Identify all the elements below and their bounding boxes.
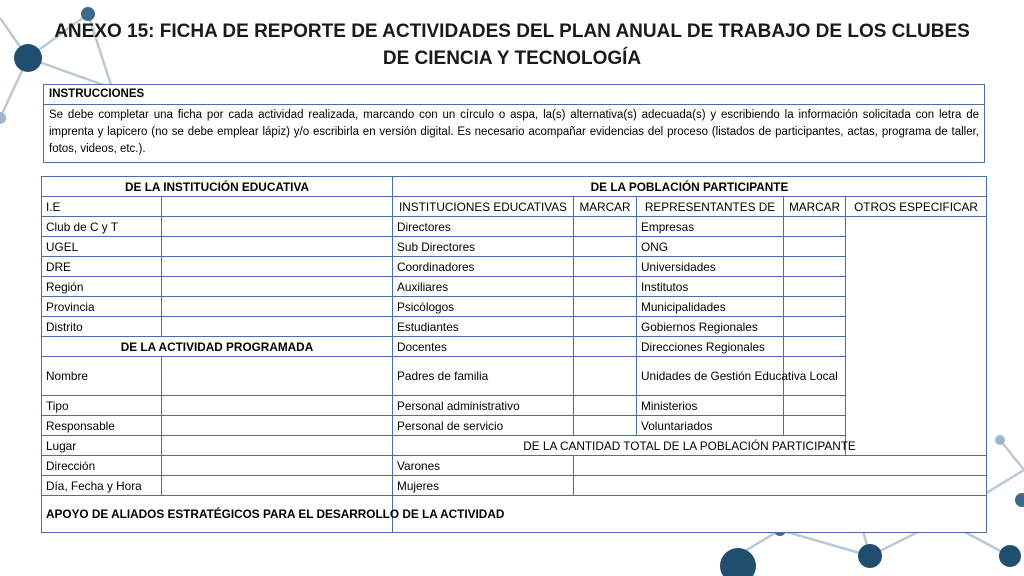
total-input-men[interactable] (574, 456, 987, 476)
col-header-representatives: REPRESENTANTES DE (637, 197, 784, 217)
mark-cell[interactable] (574, 277, 637, 297)
field-label-district: Distrito (42, 317, 162, 337)
network-node (720, 548, 756, 576)
mark-cell[interactable] (784, 277, 846, 297)
mark-cell[interactable] (784, 416, 846, 436)
section-institution-header: DE LA INSTITUCIÓN EDUCATIVA (42, 177, 393, 197)
option-label: Padres de familia (393, 357, 574, 396)
option-label: ONG (637, 237, 784, 257)
field-label-province: Provincia (42, 297, 162, 317)
field-label-ie: I.E (42, 197, 162, 217)
option-label: Psicólogos (393, 297, 574, 317)
mark-cell[interactable] (784, 217, 846, 237)
section-allies-header: APOYO DE ALIADOS ESTRATÉGICOS PARA EL DESARROLLO DE LA ACTIVIDAD (42, 496, 393, 533)
total-label-women: Mujeres (393, 476, 574, 496)
instructions-box (43, 84, 985, 163)
option-label: Sub Directores (393, 237, 574, 257)
field-label-ugel: UGEL (42, 237, 162, 257)
field-input-responsible[interactable] (162, 416, 393, 436)
network-node (1015, 493, 1024, 507)
field-label-name: Nombre (42, 357, 162, 396)
option-label: Coordinadores (393, 257, 574, 277)
option-label: Auxiliares (393, 277, 574, 297)
field-label-club: Club de C y T (42, 217, 162, 237)
option-label: Empresas (637, 217, 784, 237)
mark-cell[interactable] (574, 357, 637, 396)
page-title: ANEXO 15: FICHA DE REPORTE DE ACTIVIDADES DEL PLAN ANUAL DE TRABAJO DE LOS CLUBES DE CIENCIA Y TECNOLOGÍA (54, 21, 970, 69)
network-node (0, 112, 6, 124)
field-input-datetime[interactable] (162, 476, 393, 496)
section-activity-header: DE LA ACTIVIDAD PROGRAMADA (42, 337, 393, 357)
option-label: Universidades (637, 257, 784, 277)
network-node (999, 545, 1021, 567)
mark-cell[interactable] (784, 297, 846, 317)
others-specify-field[interactable] (846, 217, 987, 456)
field-input-ie[interactable] (162, 197, 393, 217)
option-label: Personal de servicio (393, 416, 574, 436)
col-header-mark: MARCAR (574, 197, 637, 217)
total-label-men: Varones (393, 456, 574, 476)
field-label-address: Dirección (42, 456, 162, 476)
field-label-dre: DRE (42, 257, 162, 277)
option-label: Unidades de Gestión Educativa Local (637, 357, 784, 396)
field-input-ugel[interactable] (162, 237, 393, 257)
option-label: Institutos (637, 277, 784, 297)
field-input-dre[interactable] (162, 257, 393, 277)
mark-cell[interactable] (574, 396, 637, 416)
mark-cell[interactable] (784, 257, 846, 277)
field-input-club[interactable] (162, 217, 393, 237)
mark-cell[interactable] (574, 317, 637, 337)
field-input-type[interactable] (162, 396, 393, 416)
field-input-district[interactable] (162, 317, 393, 337)
option-label: Docentes (393, 337, 574, 357)
field-label-type: Tipo (42, 396, 162, 416)
total-input-women[interactable] (574, 476, 987, 496)
mark-cell[interactable] (574, 257, 637, 277)
report-form (41, 176, 987, 533)
section-total-header: DE LA CANTIDAD TOTAL DE LA POBLACIÓN PARTICIPANTE (393, 436, 987, 456)
mark-cell[interactable] (574, 416, 637, 436)
field-input-province[interactable] (162, 297, 393, 317)
col-header-institutions: INSTITUCIONES EDUCATIVAS (393, 197, 574, 217)
network-node (858, 544, 882, 568)
field-input-region[interactable] (162, 277, 393, 297)
instructions-text: Se debe completar una ficha por cada actividad realizada, marcando con un círculo o aspa, la(s) alternativa(s) adecuada(s) y escribiendo la información solicitada con letra de imprenta y lapicero (no se debe emplear lápiz) y/o escribirla en versión digital. Es necesario acompañar evidencias del proceso (listados de participantes, actas, programa de taller, fotos, videos, etc.). (49, 109, 979, 155)
option-label: Ministerios (637, 396, 784, 416)
field-label-region: Región (42, 277, 162, 297)
mark-cell[interactable] (784, 237, 846, 257)
field-input-place[interactable] (162, 436, 393, 456)
field-input-name[interactable] (162, 357, 393, 396)
option-label: Directores (393, 217, 574, 237)
network-node (14, 44, 42, 72)
option-label: Direcciones Regionales (637, 337, 784, 357)
mark-cell[interactable] (784, 396, 846, 416)
mark-cell[interactable] (574, 237, 637, 257)
col-header-mark: MARCAR (784, 197, 846, 217)
mark-cell[interactable] (784, 337, 846, 357)
option-label: Estudiantes (393, 317, 574, 337)
field-label-place: Lugar (42, 436, 162, 456)
mark-cell[interactable] (574, 297, 637, 317)
mark-cell[interactable] (574, 337, 637, 357)
option-label: Municipalidades (637, 297, 784, 317)
field-label-responsible: Responsable (42, 416, 162, 436)
network-node (995, 435, 1005, 445)
field-input-address[interactable] (162, 456, 393, 476)
option-label: Gobiernos Regionales (637, 317, 784, 337)
mark-cell[interactable] (574, 217, 637, 237)
section-population-header: DE LA POBLACIÓN PARTICIPANTE (393, 177, 987, 197)
mark-cell[interactable] (784, 317, 846, 337)
field-label-datetime: Día, Fecha y Hora (42, 476, 162, 496)
option-label: Voluntariados (637, 416, 784, 436)
option-label: Personal administrativo (393, 396, 574, 416)
instructions-heading: INSTRUCCIONES (44, 85, 984, 105)
col-header-others: OTROS ESPECIFICAR (846, 197, 987, 217)
